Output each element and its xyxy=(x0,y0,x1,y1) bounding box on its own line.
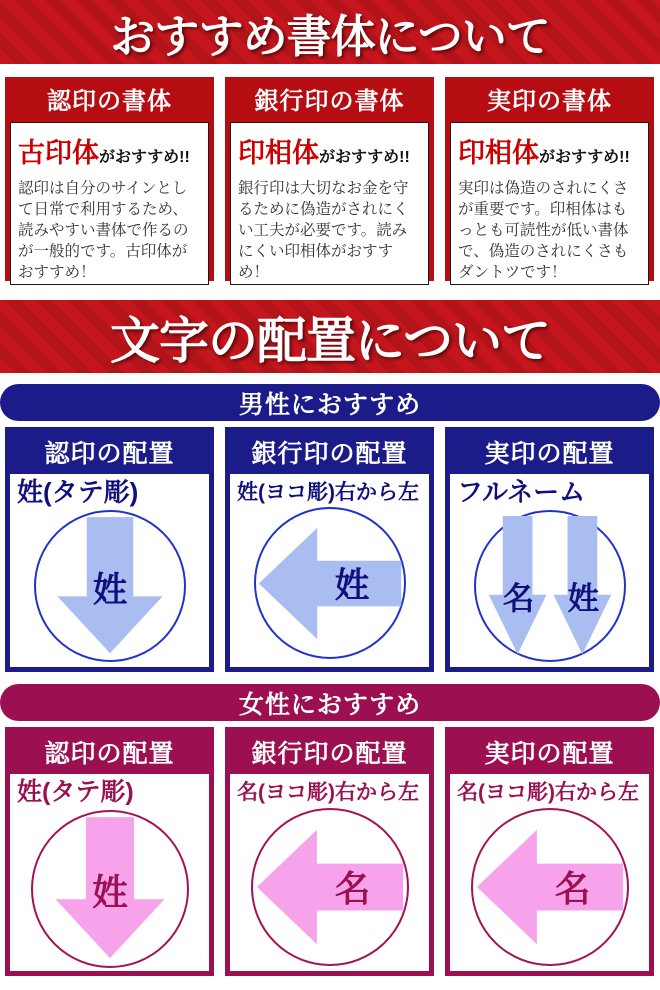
font-col-mitomein xyxy=(5,77,214,281)
women-bar-label: 女性におすすめ xyxy=(238,690,422,719)
seal-circle xyxy=(471,808,629,966)
women-box-mitomein xyxy=(5,727,214,976)
placement-label: 名(ヨコ彫)右から左 xyxy=(457,781,639,804)
font-headline xyxy=(458,131,641,170)
font-col-body-box xyxy=(10,122,209,285)
seal-circle-wrap xyxy=(450,508,649,662)
men-section xyxy=(0,384,660,672)
arrow-kanji: 名 xyxy=(554,869,590,910)
placement-box-content xyxy=(10,478,209,662)
left-arrow-icon xyxy=(475,826,625,948)
seal-circle xyxy=(31,810,189,968)
font-suffix: がおすすめ!! xyxy=(539,149,630,166)
font-description: 認印は自分のサインとして日常で利用するため、読みやすい書体で作るのが一般的です。古印体がおすすめ！ xyxy=(18,180,189,282)
font-description: 銀行印は大切なお金を守るために偽造がされにくい工夫が必要です。読みにくい印相体がおすすめ！ xyxy=(238,180,409,282)
font-headline xyxy=(238,131,421,170)
arrow-kanji: 名 xyxy=(334,869,370,910)
down-arrow-icon xyxy=(54,516,166,656)
men-box-jitsuin xyxy=(445,427,654,672)
font-col-ginkoin xyxy=(225,77,434,281)
placement-box-header: 銀行印の配置 xyxy=(230,432,429,474)
font-col-header: 認印の書体 xyxy=(47,88,172,115)
placement-label: 姓(ヨコ彫)右から左 xyxy=(237,481,419,504)
font-name: 印相体 xyxy=(238,138,319,168)
placement-label: フルネーム xyxy=(457,477,586,507)
placement-label: 名(ヨコ彫)右から左 xyxy=(237,781,419,804)
seal-circle-wrap xyxy=(10,807,209,968)
placement-label: 姓(タテ彫) xyxy=(17,778,134,806)
down-arrow-icon xyxy=(52,816,168,961)
placement-box-content xyxy=(230,481,429,659)
seal-circle-wrap xyxy=(230,505,429,659)
font-suffix: がおすすめ!! xyxy=(99,149,190,166)
fonts-banner-title: おすすめ書体について xyxy=(110,9,550,63)
men-box-mitomein xyxy=(5,427,214,672)
font-col-header: 銀行印の書体 xyxy=(254,88,405,115)
men-box-row xyxy=(0,421,660,672)
placement-box-content xyxy=(450,781,649,966)
men-box-ginkoin xyxy=(225,427,434,672)
seal-circle xyxy=(254,507,406,659)
arrow-kanji: 姓 xyxy=(92,571,127,610)
font-col-body-box xyxy=(230,122,429,285)
women-box-row xyxy=(0,721,660,976)
seal-circle-wrap xyxy=(230,805,429,966)
fonts-banner xyxy=(0,0,660,64)
arrow-kanji: 姓 xyxy=(334,566,369,605)
placement-box-header: 認印の配置 xyxy=(10,432,209,474)
men-bar xyxy=(0,384,660,421)
women-section xyxy=(0,684,660,976)
placement-box-content xyxy=(450,478,649,662)
placement-box-content xyxy=(230,781,429,966)
font-description: 実印は偽造のされにくさが重要です。印相体はもっとも可読性が低い書体で、偽造のされにくさもダントツです！ xyxy=(458,180,629,282)
seal-circle-wrap xyxy=(10,508,209,662)
placement-box-header: 銀行印の配置 xyxy=(230,732,429,774)
placement-label: 姓(タテ彫) xyxy=(17,477,139,507)
placement-banner-title: 文字の配置について xyxy=(110,310,550,370)
font-name: 印相体 xyxy=(458,138,539,168)
men-bar-label: 男性におすすめ xyxy=(238,390,422,419)
font-headline xyxy=(18,131,201,170)
seal-circle-wrap xyxy=(450,805,649,966)
placement-box-header: 認印の配置 xyxy=(10,732,209,774)
double-down-arrow-icon xyxy=(480,516,620,656)
font-suffix: がおすすめ!! xyxy=(319,149,410,166)
font-name: 古印体 xyxy=(18,138,99,168)
placement-box-header: 実印の配置 xyxy=(450,732,649,774)
placement-banner xyxy=(0,300,660,373)
font-col-jitsuin xyxy=(445,77,654,281)
placement-box-header: 実印の配置 xyxy=(450,432,649,474)
placement-box-content xyxy=(10,778,209,968)
font-recommendation-row xyxy=(0,64,660,281)
women-box-jitsuin xyxy=(445,727,654,976)
seal-circle xyxy=(474,510,626,662)
left-arrow-icon xyxy=(257,524,403,643)
font-col-body-box xyxy=(450,122,649,285)
font-col-header: 実印の書体 xyxy=(487,88,612,115)
arrow-kanji: 姓 xyxy=(91,872,128,913)
seal-circle xyxy=(251,808,409,966)
women-box-ginkoin xyxy=(225,727,434,976)
arrow-kanji-last-name: 姓 xyxy=(566,579,599,616)
left-arrow-icon xyxy=(255,826,405,948)
arrow-kanji-first-name: 名 xyxy=(502,579,534,616)
seal-circle xyxy=(34,510,186,662)
women-bar xyxy=(0,684,660,721)
